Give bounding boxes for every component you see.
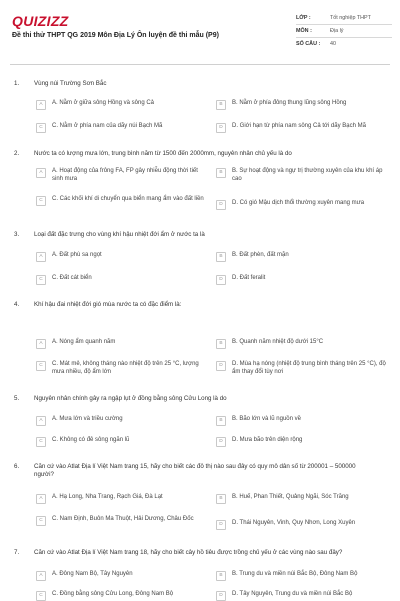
option-text: C. Mát mẻ, không tháng nào nhiệt độ trên 25 °C, lượng mưa nhiều, độ ẩm lớn — [52, 361, 199, 375]
option-letter-box: D — [216, 275, 226, 285]
option-letter-box: D — [216, 520, 226, 530]
question-number: 4. — [14, 301, 20, 308]
option-letter-box: A — [36, 100, 46, 110]
question-number: 2. — [14, 150, 20, 157]
option-a[interactable] — [36, 168, 206, 183]
option-b[interactable] — [216, 100, 386, 110]
option-a[interactable] — [36, 494, 206, 504]
option-c[interactable] — [36, 437, 206, 447]
question-text: Nước ta có lượng mưa lớn, trung bình năm từ 1500 đến 2000mm, nguyên nhân chủ yếu là do — [34, 150, 292, 157]
info-label: LỚP : — [296, 15, 311, 21]
page-header — [0, 0, 400, 62]
option-letter-box: C — [36, 123, 46, 133]
option-d[interactable] — [216, 591, 388, 601]
option-letter-box: A — [36, 416, 46, 426]
option-text: B. Sự hoạt động và ngự trị thường xuyên của khu khí áp cao — [232, 168, 383, 182]
option-text: D. Thái Nguyên, Vinh, Quy Nhơn, Long Xuyên — [232, 520, 356, 526]
option-a[interactable] — [36, 100, 206, 110]
question-text: Nguyên nhân chính gây ra ngập lụt ở đồng bằng sông Cửu Long là do — [34, 395, 227, 402]
option-text: A. Hạ Long, Nha Trang, Rạch Giá, Đà Lạt — [52, 494, 163, 500]
option-a[interactable] — [36, 571, 206, 581]
option-c[interactable] — [36, 275, 206, 285]
option-letter-box: B — [216, 100, 226, 110]
option-c[interactable] — [36, 591, 206, 601]
option-text: C. Đất cát biển — [52, 275, 92, 281]
option-letter-box: B — [216, 252, 226, 262]
question-text: Căn cứ vào Atlat Địa lí Việt Nam trang 15, hãy cho biết các đô thị nào sau đây có quy mô dân số từ 200001 – 500000 người? — [34, 463, 356, 478]
quizizz-logo: QUIZIZZ — [12, 13, 69, 29]
option-letter-box: C — [36, 516, 46, 526]
option-letter-box: B — [216, 494, 226, 504]
info-row-subject — [296, 25, 392, 38]
info-value: Địa lý — [330, 28, 344, 34]
option-b[interactable] — [216, 416, 386, 426]
option-letter-box: A — [36, 339, 46, 349]
option-text: D. Đất feralit — [232, 275, 266, 281]
option-a[interactable] — [36, 416, 206, 426]
question-number: 6. — [14, 463, 20, 470]
option-letter-box: A — [36, 571, 46, 581]
option-text: A. Nằm ở giữa sông Hồng và sông Cả — [52, 100, 155, 106]
option-letter-box: D — [216, 123, 226, 133]
option-letter-box: D — [216, 591, 226, 601]
option-letter-box: B — [216, 416, 226, 426]
option-text: B. Bão lớn và lũ nguồn về — [232, 416, 301, 422]
question-number: 3. — [14, 231, 20, 238]
option-d[interactable] — [216, 361, 392, 376]
info-table — [296, 12, 392, 50]
option-text: D. Tây Nguyên, Trung du và miền núi Bắc Bộ — [232, 591, 353, 597]
option-b[interactable] — [216, 494, 388, 504]
option-text: B. Huế, Phan Thiết, Quảng Ngãi, Sóc Trăng — [232, 494, 349, 500]
option-b[interactable] — [216, 168, 386, 183]
option-text: B. Đất phèn, đất mặn — [232, 252, 289, 258]
info-label: MÔN : — [296, 28, 312, 34]
option-letter-box: B — [216, 168, 226, 178]
question-text: Loại đất đặc trưng cho vùng khí hậu nhiệt đới ẩm ở nước ta là — [34, 231, 205, 238]
question-number: 5. — [14, 395, 20, 402]
option-text: A. Mưa lớn và triều cường — [52, 416, 123, 422]
question-text: Vùng núi Trường Sơn Bắc — [34, 80, 107, 87]
question-number: 1. — [14, 80, 20, 87]
option-letter-box: B — [216, 571, 226, 581]
page-title: Đề thi thử THPT QG 2019 Môn Địa Lý Ôn luyện đề thi mẫu (P9) — [12, 32, 219, 39]
option-letter-box: D — [216, 361, 226, 371]
option-text: A. Hoạt động của frông FA, FP gây nhiễu động thời tiết sinh mưa — [52, 168, 198, 182]
option-letter-box: C — [36, 361, 46, 371]
info-row-count — [296, 38, 392, 50]
option-a[interactable] — [36, 339, 206, 349]
question-text: Khí hậu đai nhiệt đới gió mùa nước ta có đặc điểm là: — [34, 301, 182, 308]
option-d[interactable] — [216, 520, 388, 530]
option-letter-box: D — [216, 437, 226, 447]
option-text: D. Mưa bão trên diện rộng — [232, 437, 303, 443]
option-letter-box: C — [36, 275, 46, 285]
option-c[interactable] — [36, 361, 208, 376]
option-text: C. Nam Định, Buôn Ma Thuột, Hải Dương, Châu Đốc — [52, 516, 194, 522]
option-letter-box: C — [36, 196, 46, 206]
option-text: D. Mùa hạ nóng (nhiệt độ trung bình tháng trên 25 °C), độ ẩm thay đổi tùy nơi — [232, 361, 386, 375]
option-text: C. Đồng bằng sông Cửu Long, Đông Nam Bộ — [52, 591, 174, 597]
option-text: D. Có gió Mậu dịch thổi thường xuyên mang mưa — [232, 200, 365, 206]
option-letter-box: A — [36, 494, 46, 504]
option-text: B. Nằm ở phía đông thung lũng sông Hồng — [232, 100, 347, 106]
option-d[interactable] — [216, 275, 386, 285]
question-text: Căn cứ vào Atlat Địa lí Việt Nam trang 18, hãy cho biết cây hồ tiêu được trồng chủ yếu ở các vùng nào sau đây? — [34, 549, 343, 556]
option-text: C. Nằm ở phía nam của dãy núi Bạch Mã — [52, 123, 163, 129]
option-letter-box: D — [216, 200, 226, 210]
option-text: A. Đông Nam Bộ, Tây Nguyên — [52, 571, 133, 577]
option-text: B. Trung du và miền núi Bắc Bộ, Đông Nam Bộ — [232, 571, 358, 577]
info-value: 40 — [330, 41, 336, 47]
option-letter-box: B — [216, 339, 226, 349]
option-letter-box: C — [36, 591, 46, 601]
option-c[interactable] — [36, 196, 206, 206]
option-letter-box: C — [36, 437, 46, 447]
option-text: A. Nóng ẩm quanh năm — [52, 339, 116, 345]
option-text: B. Quanh năm nhiệt độ dưới 15°C — [232, 339, 324, 345]
option-b[interactable] — [216, 339, 386, 349]
option-text: C. Không có đê sông ngăn lũ — [52, 437, 130, 443]
option-d[interactable] — [216, 123, 391, 133]
option-letter-box: A — [36, 168, 46, 178]
option-c[interactable] — [36, 123, 206, 133]
option-text: C. Các khối khí di chuyển qua biển mang ẩm vào đất liền — [52, 196, 204, 202]
info-row-class — [296, 12, 392, 25]
option-d[interactable] — [216, 200, 391, 210]
header-divider — [10, 64, 390, 65]
option-a[interactable] — [36, 252, 206, 262]
info-label: SỐ CÂU : — [296, 41, 321, 47]
option-text: A. Đất phù sa ngọt — [52, 252, 102, 258]
option-b[interactable] — [216, 252, 386, 262]
option-letter-box: A — [36, 252, 46, 262]
question-number: 7. — [14, 549, 20, 556]
info-value: Tốt nghiệp THPT — [330, 15, 371, 21]
option-c[interactable] — [36, 516, 206, 526]
option-text: D. Giới hạn từ phía nam sông Cả tới dãy Bạch Mã — [232, 123, 366, 129]
option-b[interactable] — [216, 571, 388, 581]
option-d[interactable] — [216, 437, 386, 447]
